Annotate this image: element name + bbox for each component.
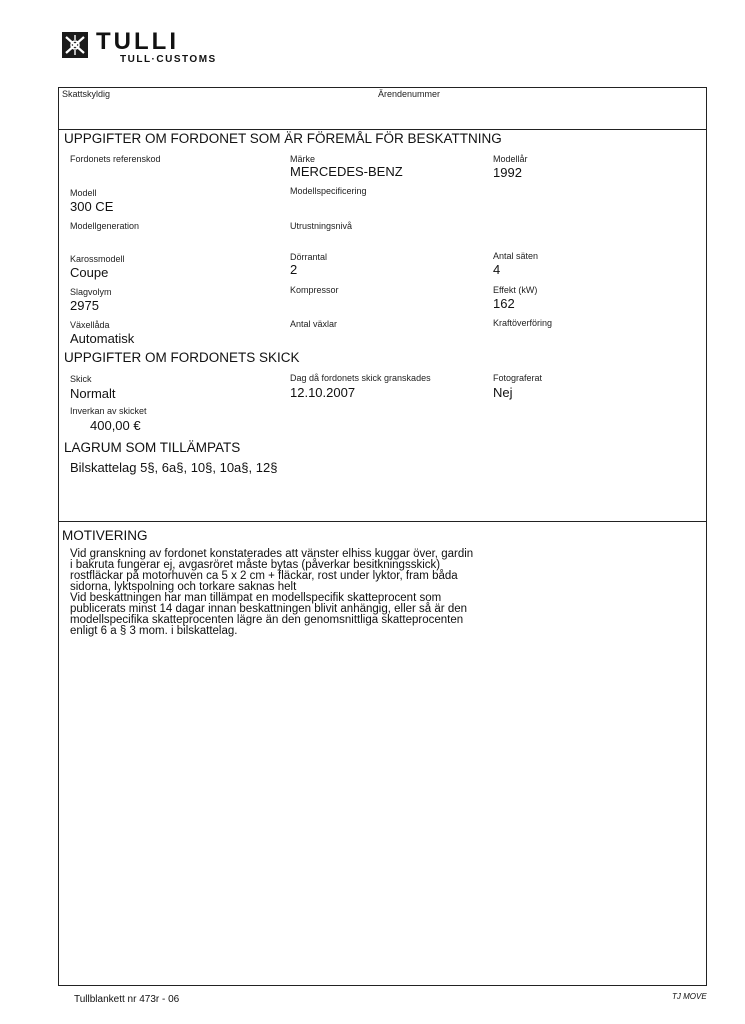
photographed-value: Nej <box>493 385 513 400</box>
body-value: Coupe <box>70 265 109 280</box>
drive-label: Kraftöverföring <box>493 318 553 328</box>
case-number-label: Ärendenummer <box>378 89 441 99</box>
case-number-redacted <box>448 100 496 112</box>
impact-value: 400,00 € <box>90 418 141 433</box>
model-year-label: Modellår <box>493 154 528 164</box>
form-number: Tullblankett nr 473r - 06 <box>74 994 180 1005</box>
gearbox-label: Växellåda <box>70 320 110 330</box>
gears-label: Antal växlar <box>290 319 338 329</box>
condition-value: Normalt <box>70 386 116 401</box>
brand-subtitle: TULL·CUSTOMS <box>120 54 217 65</box>
ref-code-label: Fordonets referenskod <box>70 154 161 164</box>
brand-name: TULLI <box>96 28 179 55</box>
model-generation-label: Modellgeneration <box>70 221 140 231</box>
seats-label: Antal säten <box>493 251 539 261</box>
model-spec-label: Modellspecificering <box>290 186 367 196</box>
body-label: Karossmodell <box>70 254 125 264</box>
power-value: 162 <box>493 296 515 311</box>
gearbox-value: Automatisk <box>70 331 135 346</box>
vehicle-section-heading: UPPGIFTER OM FORDONET SOM ÄR FÖREMÅL FÖR BESKATTNING <box>64 131 502 146</box>
divider-motivation <box>58 521 707 522</box>
footer-code: TJ MOVE <box>672 992 707 1001</box>
compressor-label: Kompressor <box>290 285 339 295</box>
impact-label: Inverkan av skicket <box>70 406 147 416</box>
model-year-value: 1992 <box>493 165 522 180</box>
condition-section-heading: UPPGIFTER OM FORDONETS SKICK <box>64 350 300 365</box>
law-value: Bilskattelag 5§, 6a§, 10§, 10a§, 12§ <box>70 460 278 475</box>
displacement-value: 2975 <box>70 298 99 313</box>
power-label: Effekt (kW) <box>493 285 538 295</box>
displacement-label: Slagvolym <box>70 287 112 297</box>
motivation-heading: MOTIVERING <box>62 528 148 543</box>
doors-value: 2 <box>290 262 298 277</box>
inspection-date-label: Dag då fordonets skick granskades <box>290 373 431 383</box>
form-frame <box>58 87 707 986</box>
inspection-date-value: 12.10.2007 <box>290 385 356 400</box>
doors-label: Dörrantal <box>290 252 328 262</box>
customs-crest-icon <box>62 32 88 58</box>
motivation-text: Vid granskning av fordonet konstaterades att vänster elhiss kuggar över, gardin i bakruta fungerar ej, avgasröret måste bytas (påverkar besitkningsskick) rostfläckar på motorhuven ca 5 x 2 cm + fläckar, rost under lyktor, fram båda sidorna, lyktspolning och torkare saknas helt Vid beskattningen har man tillämpat en modellspecifik skatteprocent som publicerats minst 14 dagar innan beskattningen blivit anhängig, eller så är den modellspecifika skatteprocenten lägre än den genomsnittliga skatteprocenten enligt 6 a § 3 mom. i bilskattelag. <box>70 548 474 637</box>
divider-top <box>58 129 707 130</box>
seats-value: 4 <box>493 262 501 277</box>
make-value: MERCEDES-BENZ <box>290 164 403 179</box>
condition-label: Skick <box>70 374 92 384</box>
taxpayer-redacted <box>62 100 144 112</box>
make-label: Märke <box>290 154 316 164</box>
model-value: 300 CE <box>70 199 114 214</box>
taxpayer-label: Skattskyldig <box>62 89 111 99</box>
equipment-label: Utrustningsnivå <box>290 221 353 231</box>
model-label: Modell <box>70 188 97 198</box>
law-section-heading: LAGRUM SOM TILLÄMPATS <box>64 440 241 455</box>
photographed-label: Fotograferat <box>493 373 543 383</box>
